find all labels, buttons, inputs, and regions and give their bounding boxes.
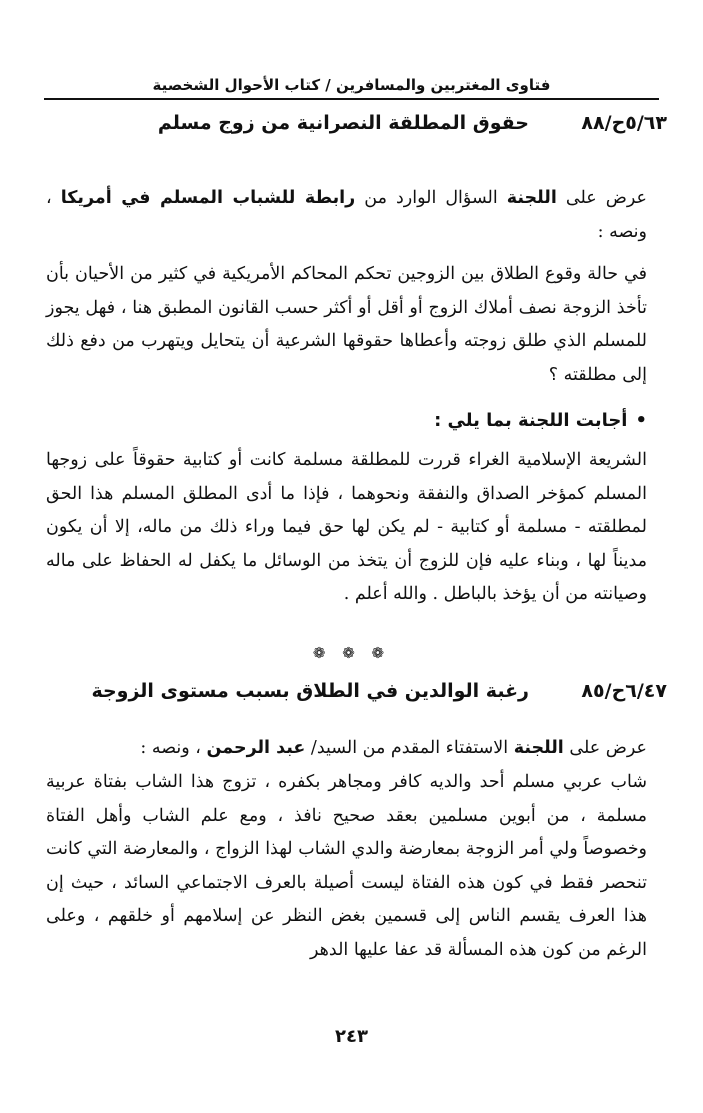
fatwa-2-number: ٦/٤٧ح/٨٥: [581, 680, 667, 702]
committee-name: اللجنة: [506, 188, 557, 208]
bullet-icon: •: [635, 410, 647, 431]
fatwa-1-answer-heading: •أجابت اللجنة بما يلي :: [434, 410, 647, 431]
fatwa-2-heading: [40, 680, 667, 702]
fatwa-1-answer: الشريعة الإسلامية الغراء قررت للمطلقة مسلمة كانت أو كتابية حقوقاً على زوجها المسلم كمؤخر الصداق والنفقة ونحوهما ، فإذا ما أدى المطلق المسلم هذا الحق لمطلقته - مسلمة أو كتابية - لم يكن لها حق فيما وراء ذلك من ماله، إلا أن يكون مديناً لها ، وبناء عليه فإن للزوج أن يتخذ من الوسائل ما يكفل له الحفاظ على ماله وصيانته من أن يؤخذ بالباطل . والله أعلم .: [46, 450, 647, 604]
source-name: رابطة للشباب المسلم في أمريكا: [60, 188, 356, 208]
page-number: ٢٤٣: [335, 1026, 368, 1047]
committee-name: اللجنة: [513, 738, 564, 758]
running-header: فتاوى المغتربين والمسافرين / كتاب الأحوال الشخصية: [44, 72, 659, 100]
fatwa-1-question: في حالة وقوع الطلاق بين الزوجين تحكم المحاكم الأمريكية في كثير من الأحيان بأن تأخذ الزوجة نصف أملاك الزوج أو أقل أو أكثر حسب القانون المطبق هنا ، فهل يجوز للمسلم الذي طلق زوجته وأعطاها حقوقها الشرعية أن يتحايل ويتهرب من دفع ذلك إلى مطلقته ؟: [46, 264, 647, 385]
fatwa-1-number: ٥/٦٣ح/٨٨: [581, 112, 667, 134]
person-name: عبد الرحمن: [206, 738, 306, 758]
fatwa-1-intro: عرض على اللجنة السؤال الوارد من رابطة للشباب المسلم في أمريكا ، ونصه :: [46, 188, 648, 242]
fatwa-2-intro: عرض على اللجنة الاستفتاء المقدم من السيد/ عبد الرحمن ، ونصه :: [140, 738, 647, 758]
section-separator: ❁ ❁ ❁: [312, 644, 391, 662]
fatwa-1-heading: [40, 112, 667, 134]
fatwa-1-title: حقوق المطلقة النصرانية من زوج مسلم: [157, 112, 529, 134]
fatwa-2-question: شاب عربي مسلم أحد والديه كافر ومجاهر بكفره ، تزوج هذا الشاب بفتاة عربية مسلمة ، من أبوين مسلمين بعقد صحيح نافذ ، ومع علم الشاب وأهل الفتاة وخصوصاً ولي أمر الزوجة بمعارضة والدي الشاب لهذا الزواج ، والمعارضة التي كانت تنحصر فقط في كون هذه الفتاة ليست أصيلة بالعرف الاجتماعي السائد ، حيث إن هذا العرف يقسم الناس إلى قسمين بغض النظر عن إسلامهم أو خلقهم ، وعلى الرغم من كون هذه المسألة قد عفا عليها الدهر: [46, 772, 647, 960]
fatwa-2-title: رغبة الوالدين في الطلاق بسبب مستوى الزوجة: [91, 680, 529, 702]
